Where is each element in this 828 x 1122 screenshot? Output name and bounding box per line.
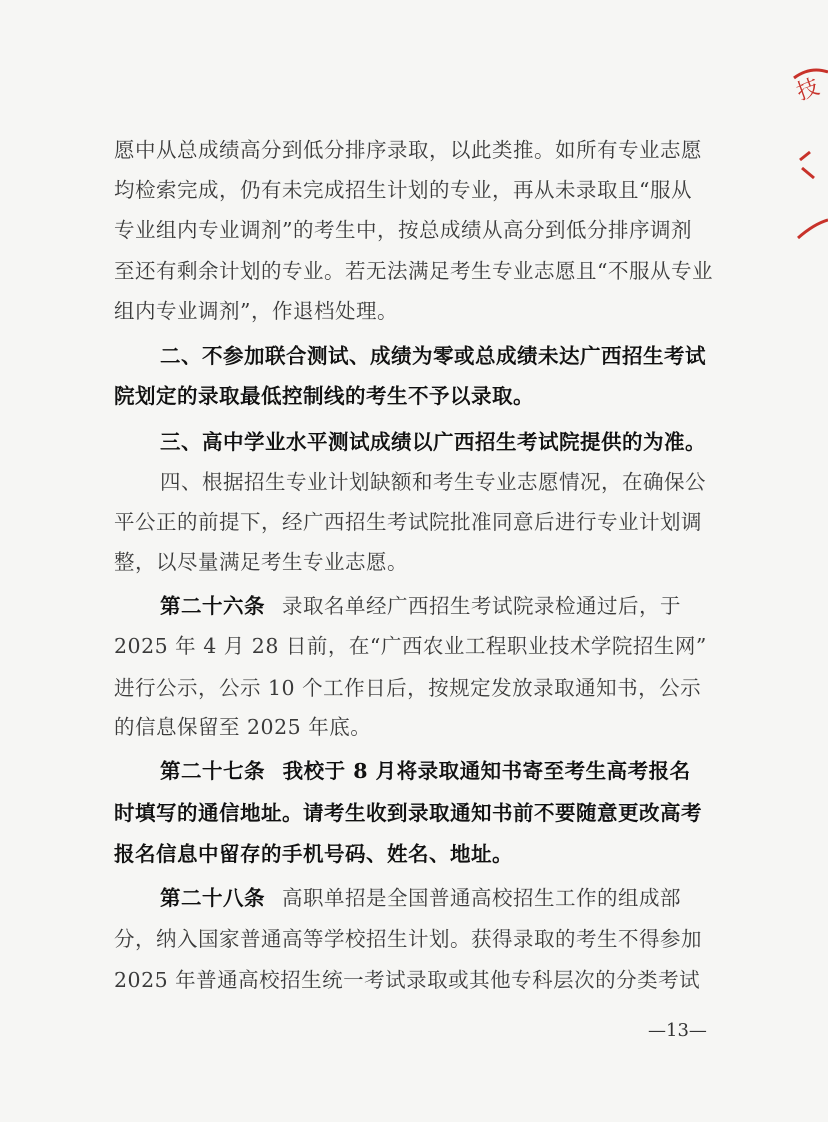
red-seal-fragment	[770, 60, 828, 250]
clause-three-line: 三、高中学业水平测试成绩以广西招生考试院提供的为准。	[160, 430, 706, 454]
article-28-text: 高职单招是全国普通高校招生工作的组成部	[282, 886, 682, 910]
clause-two-line: 二、不参加联合测试、成绩为零或总成绩未达广西招生考试	[160, 344, 706, 368]
paragraph-line: 专业组内专业调剂”的考生中，按总成绩从高分到低分排序调剂	[114, 218, 692, 242]
svg-text:技: 技	[793, 74, 823, 106]
article-27-line: 时填写的通信地址。请考生收到录取通知书前不要随意更改高考	[114, 801, 702, 825]
article-28-line: 分，纳入国家普通高等学校招生计划。获得录取的考生不得参加	[114, 927, 702, 951]
clause-four-line: 四、根据招生专业计划缺额和考生专业志愿情况，在确保公	[160, 470, 706, 494]
article-26-line: 2025 年 4 月 28 日前，在“广西农业工程职业技术学院招生网”	[114, 634, 707, 658]
article-27-text: 我校于 8 月将录取通知书寄至考生高考报名	[282, 759, 691, 783]
article-28-line: 2025 年普通高校招生统一考试录取或其他专科层次的分类考试	[114, 968, 701, 992]
article-28-heading: 第二十八条	[160, 886, 265, 910]
paragraph-line: 愿中从总成绩高分到低分排序录取，以此类推。如所有专业志愿	[114, 138, 702, 162]
article-26-text: 录取名单经广西招生考试院录检通过后，于	[282, 594, 682, 618]
clause-four-line: 整，以尽量满足考生专业志愿。	[114, 550, 408, 574]
article-27-line: 报名信息中留存的手机号码、姓名、地址。	[114, 842, 513, 866]
page-number: —13—	[648, 1020, 707, 1041]
article-26-heading: 第二十六条	[160, 594, 265, 618]
paragraph-line: 均检索完成，仍有未完成招生计划的专业，再从未录取且“服从	[114, 178, 692, 202]
article-27-line	[160, 757, 724, 785]
article-27-heading: 第二十七条	[160, 759, 265, 783]
paragraph-line: 至还有剩余计划的专业。若无法满足考生专业志愿且“不服从专业	[114, 259, 713, 283]
article-26-line: 进行公示，公示 10 个工作日后，按规定发放录取通知书，公示	[114, 676, 702, 700]
article-28-line	[160, 884, 724, 912]
clause-four-line: 平公正的前提下，经广西招生考试院批准同意后进行专业计划调	[114, 510, 702, 534]
clause-two-line: 院划定的录取最低控制线的考生不予以录取。	[114, 384, 534, 408]
paragraph-line: 组内专业调剂”，作退档处理。	[114, 299, 398, 323]
article-26-line: 的信息保留至 2025 年底。	[114, 715, 372, 739]
article-26-line	[160, 592, 724, 620]
